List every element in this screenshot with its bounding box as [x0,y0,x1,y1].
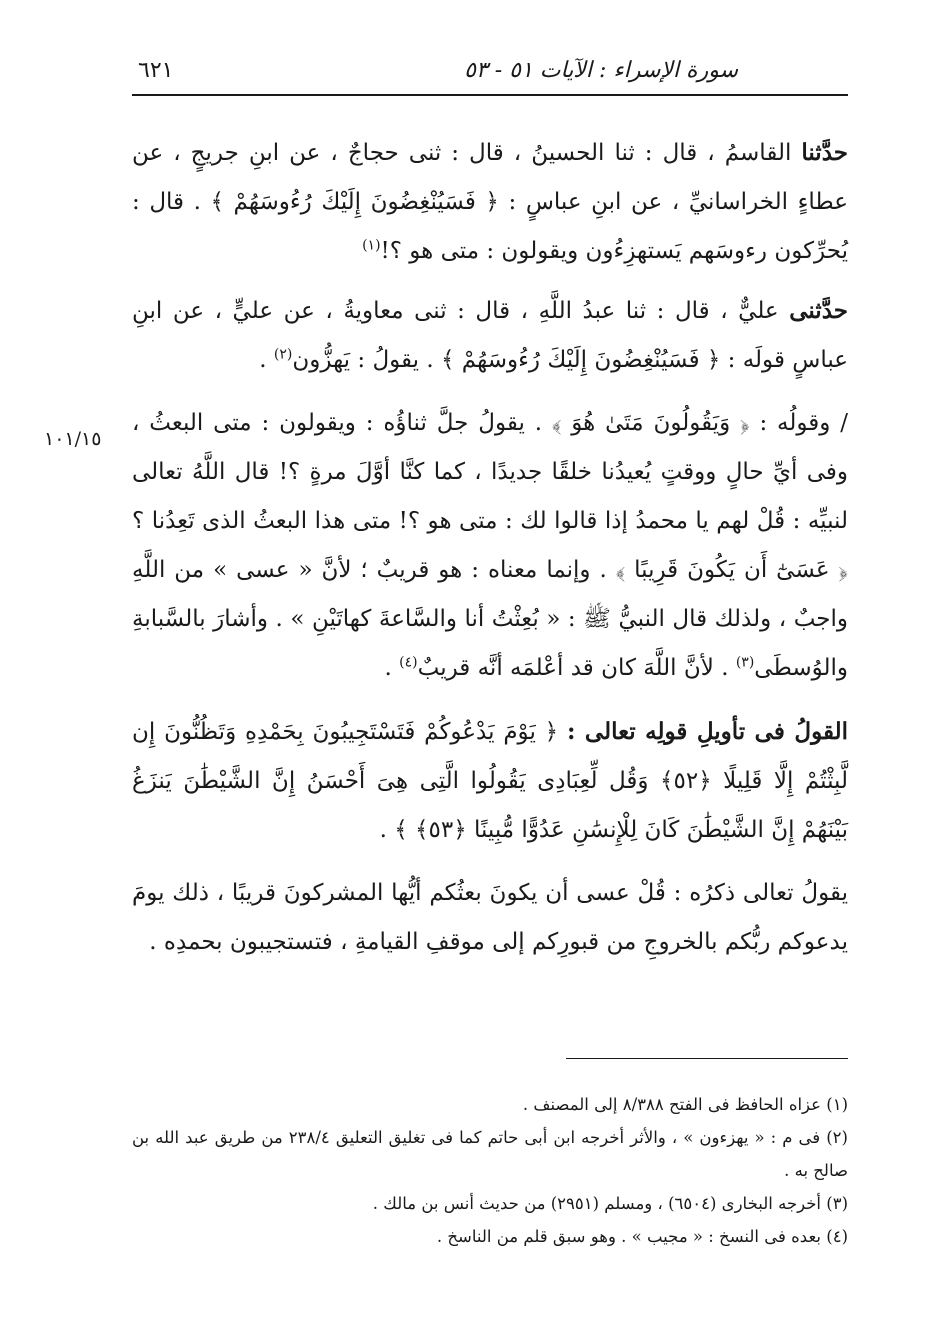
margin-reference: ١٠١/١٥ [44,428,102,450]
paragraph-3-tail: . لأنَّ اللَّهَ كان قد أعْلمَه أنَّه قريبٌ [417,655,736,681]
main-text [132,128,848,981]
footnote-ref-1: (١) [362,237,381,254]
paragraph-2-text: عليٌّ ، قال : ثنا عبدُ اللَّهِ ، قال : ثنى معاويةُ ، عن عليٍّ ، عن ابنِ عباسٍ قولَه : ﴿ فَسَيُنْغِضُونَ إِلَيْكَ رُءُوسَهُمْ ﴾ . يقولُ : يَهزُّون [132,298,848,373]
running-header [132,50,848,92]
quran-verses: ﴿ يَوْمَ يَدْعُوكُمْ فَتَسْتَجِيبُونَ بِحَمْدِهِ وَتَظُنُّونَ إِن لَّبِثْتُمْ إِلَّا قَلِيلًا ﴿٥٢﴾ وَقُل لِّعِبَادِى يَقُولُوا الَّتِى هِىَ أَحْسَنُ إِنَّ الشَّيْطَٰنَ يَنزَغُ بَيْنَهُمْ إِنَّ الشَّيْطَٰنَ كَانَ لِلْإِنسَٰنِ عَدُوًّا مُّبِينًا ﴿٥٣﴾ ﴾ . [132,719,848,843]
paragraph-1-text: القاسمُ ، قال : ثنا الحسينُ ، قال : ثنى حجاجٌ ، عن ابنِ جريجٍ ، عن عطاءٍ الخراسانيِّ ، عن ابنِ عباسٍ : ﴿ فَسَيُنْغِضُونَ إِلَيْكَ رُءُوسَهُمْ ﴾ . قال : يُحرِّكون رءوسَهم يَستهزِءُون ويقولون : متى هو ؟! [132,140,848,264]
paragraph-4 [132,707,848,855]
footnote-ref-3: (٣) [735,654,755,671]
paragraph-1-lead: حدَّثنا [801,139,848,166]
paragraph-2-lead: حدَّثنى [789,297,848,324]
header-rule [132,94,848,96]
footnotes [132,1088,848,1253]
paragraph-3-text: / وقولُه : ﴿ وَيَقُولُونَ مَتَىٰ هُوَ ﴾ . يقولُ جلَّ ثناؤُه : ويقولون : متى البعثُ ، وفى أيِّ حالٍ ووقتٍ يُعيدُنا خلقًا جديدًا ، كما كنَّا أوَّلَ مرةٍ ؟! قال اللَّهُ تعالى لنبيِّه : قُلْ لهم يا محمدُ إذا قالوا لك : متى هو ؟! متى هذا البعثُ الذى تَعِدُنا ؟ ﴿ عَسَىٰٓ أَن يَكُونَ قَرِيبًا ﴾ . وإنما معناه : هو قريبٌ ؛ لأنَّ « عسى » من اللَّهِ واجبٌ ، ولذلك قال النبيُّ ﷺ : « بُعِثْتُ أنا والسَّاعةَ كهاتَيْنِ » . وأشارَ بالسَّبابةِ والوُسطَى [132,410,848,681]
paragraph-3-tail2: . [384,655,400,681]
footnote-rule [566,1058,848,1059]
footnote-ref-4: (٤) [399,654,418,671]
paragraph-2-tail: . [259,347,274,373]
section-heading: القولُ فى تأويلِ قولِه تعالى : [566,718,848,745]
paragraph-1 [132,128,848,276]
paragraph-5-text: يقولُ تعالى ذكرُه : قُلْ عسى أن يكونَ بعثُكم أيُّها المشركونَ قريبًا ، ذلك يومَ يدعوكم ربُّكم بالخروجِ من قبورِكم إلى موقفِ القيامةِ ، فتستجيبون بحمدِه . [132,880,848,955]
footnote-1: (١) عزاه الحافظ فى الفتح ٨/٣٨٨ إلى المصنف . [522,1095,848,1114]
page-number: ٦٢١ [138,58,174,83]
footnote-3: (٣) أخرجه البخارى (٦٥٠٤) ، ومسلم (٢٩٥١) من حديث أنس بن مالك . [372,1194,848,1213]
footnote-4: (٤) بعده فى النسخ : « مجيب » . وهو سبق قلم من الناسخ . [436,1227,848,1246]
paragraph-3 [132,399,848,693]
footnote-2: (٢) فى م : « يهزءون » ، والأثر أخرجه ابن أبى حاتم كما فى تغليق التعليق ٢٣٨/٤ من طريق عبد الله بن صالح به . [132,1128,848,1180]
paragraph-5 [132,869,848,967]
footnote-ref-2: (٢) [273,346,293,363]
header-title: سورة الإسراء : الآيات ٥١ - ٥٣ [464,58,738,83]
paragraph-2 [132,286,848,385]
